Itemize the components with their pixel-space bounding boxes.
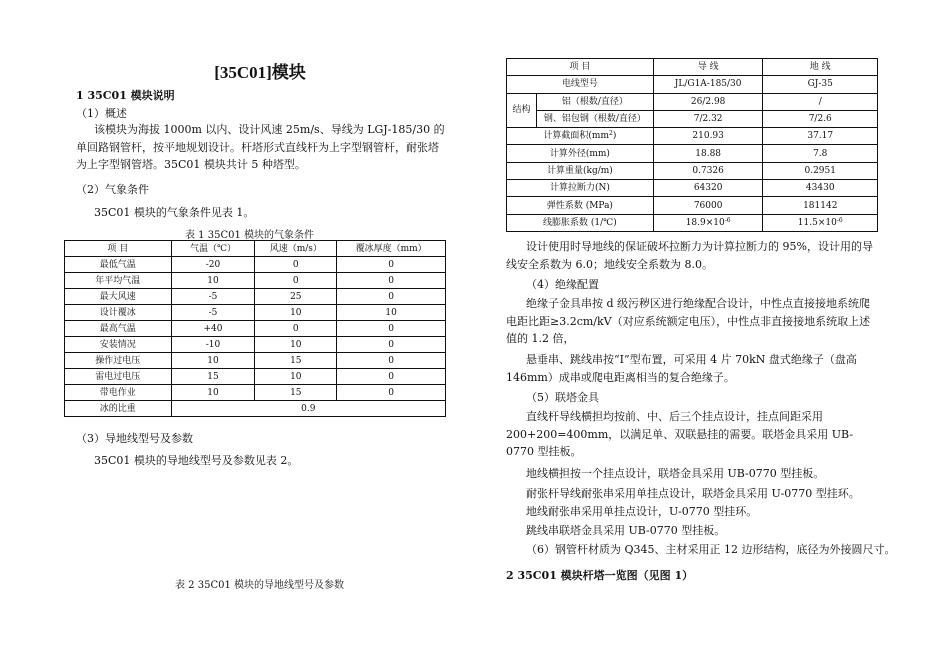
weather-table xyxy=(64,240,446,417)
table-row xyxy=(65,305,446,321)
area-label-sup: 2 xyxy=(609,130,613,138)
table-cell: -5 xyxy=(171,305,255,321)
area-label-close: ) xyxy=(612,131,617,142)
subsection-overview-heading: （1）概述 xyxy=(76,107,127,120)
table-row xyxy=(507,93,878,110)
table-cell: 年平均气温 xyxy=(65,273,172,289)
overview-paragraph: 该模块为海拔 1000m 以内、设计风速 25m/s、导线为 LGJ-185/30 的单回路钢管杆，按平地规划设计。杆塔形式直线杆为上字型钢管杆，耐张塔为上字型钢管塔。35C01 模块共计 5 种塔型。 xyxy=(76,123,445,171)
table-cell: 10 xyxy=(337,305,446,321)
table-cell: 操作过电压 xyxy=(65,353,172,369)
table-cell: 181142 xyxy=(763,197,878,214)
table-cell: 15 xyxy=(255,385,337,401)
table-cell xyxy=(653,214,763,231)
table-cell: 0 xyxy=(337,337,446,353)
table-row xyxy=(65,385,446,401)
table-cell: 18.88 xyxy=(653,145,763,162)
table-header-cell: 项 目 xyxy=(507,59,654,76)
table-cell: -5 xyxy=(171,289,255,305)
fittings-paragraph-4: 地线耐张串采用单挂点设计，U-0770 型挂环。 xyxy=(526,505,758,518)
table-cell: 0 xyxy=(337,369,446,385)
table-cell: 0 xyxy=(337,273,446,289)
table-cell: 钢、铝包钢（根数/直径） xyxy=(536,110,653,127)
page-title: [35C01]模块 xyxy=(214,63,306,82)
table-cell: 10 xyxy=(171,385,255,401)
table2-caption: 表 2 35C01 模块的导地线型号及参数 xyxy=(175,580,344,591)
table-cell: 0.9 xyxy=(171,401,445,417)
table-cell: 0 xyxy=(255,321,337,337)
table1-caption: 表 1 35C01 模块的气象条件 xyxy=(185,230,314,241)
table-header-row xyxy=(507,59,878,76)
table-cell: 7.8 xyxy=(763,145,878,162)
section-2-heading: 2 35C01 模块杆塔一览图（见图 1） xyxy=(506,569,694,582)
table-header-cell: 项 目 xyxy=(65,241,172,257)
table-row xyxy=(507,128,878,145)
table-header-cell: 地 线 xyxy=(763,59,878,76)
table-cell: 计算外径(mm) xyxy=(507,145,654,162)
table-cell: 铝（根数/直径） xyxy=(536,93,653,110)
table-row xyxy=(507,110,878,127)
table-cell: 10 xyxy=(255,369,337,385)
area-label: 计算截面积(mm xyxy=(543,131,610,142)
table-cell: 37.17 xyxy=(763,128,878,145)
table-cell: 0 xyxy=(337,289,446,305)
table-row xyxy=(65,257,446,273)
table-cell: 26/2.98 xyxy=(653,93,763,110)
table-row xyxy=(507,180,878,197)
table-row xyxy=(507,214,878,231)
table-row xyxy=(65,401,446,417)
table-cell: 0 xyxy=(337,257,446,273)
table-cell: 25 xyxy=(255,289,337,305)
table-row xyxy=(507,76,878,93)
table-cell: 15 xyxy=(255,353,337,369)
insulation-paragraph-1: 绝缘子金具串按 d 级污秽区进行绝缘配合设计，中性点直接接地系统爬电距比距≥3.2cm/kV（对应系统额定电压），中性点非直接接地系统取上述值的 1.2 倍， xyxy=(506,297,871,345)
table-cell: +40 xyxy=(171,321,255,337)
table-cell: 最高气温 xyxy=(65,321,172,337)
table-cell: -20 xyxy=(171,257,255,273)
table-cell: 15 xyxy=(171,369,255,385)
fittings-paragraph-1: 直线杆导线横担均按前、中、后三个挂点设计，挂点间距采用 200+200=400mm，以满足单、双联悬挂的需要。联塔金具采用 UB-0770 型挂板。 xyxy=(506,410,854,458)
table-cell xyxy=(763,214,878,231)
table-cell: 安装情况 xyxy=(65,337,172,353)
table-cell: 计算重量(kg/m) xyxy=(507,162,654,179)
fittings-paragraph-5: 跳线串联塔金具采用 UB-0770 型挂板。 xyxy=(526,524,726,537)
wire-parameter-table xyxy=(506,58,878,232)
table-cell: 雷电过电压 xyxy=(65,369,172,385)
table-cell: 43430 xyxy=(763,180,878,197)
table-row xyxy=(65,273,446,289)
table-cell: 0 xyxy=(337,385,446,401)
exp-conductor-sup: -6 xyxy=(724,216,731,224)
table-row xyxy=(65,289,446,305)
table-cell: 0 xyxy=(255,257,337,273)
weather-paragraph: 35C01 模块的气象条件见表 1。 xyxy=(94,206,255,219)
table-cell: 电线型号 xyxy=(507,76,654,93)
table-header-cell: 覆冰厚度（mm） xyxy=(337,241,446,257)
table-header-cell: 气温（℃） xyxy=(171,241,255,257)
table-cell: 线膨胀系数 (1/℃) xyxy=(507,214,654,231)
table-row xyxy=(507,145,878,162)
table-cell: -10 xyxy=(171,337,255,353)
table-row xyxy=(507,197,878,214)
exp-ground-sup: -6 xyxy=(836,216,843,224)
table-cell: / xyxy=(763,93,878,110)
table-cell: 设计覆冰 xyxy=(65,305,172,321)
table-row xyxy=(65,353,446,369)
table-row xyxy=(65,337,446,353)
table-header-cell: 风速（m/s） xyxy=(255,241,337,257)
table-row xyxy=(65,321,446,337)
exp-ground: 11.5×10 xyxy=(797,217,837,228)
table-cell: 210.93 xyxy=(653,128,763,145)
subsection-weather-heading: （2）气象条件 xyxy=(76,183,149,196)
subsection-wire-heading: （3）导地线型号及参数 xyxy=(76,432,193,445)
table-cell: 10 xyxy=(255,305,337,321)
table-cell: 结构 xyxy=(507,93,537,128)
table-cell: 弹性系数 (MPa) xyxy=(507,197,654,214)
wire-paragraph: 35C01 模块的导地线型号及参数见表 2。 xyxy=(94,454,299,467)
table-cell: JL/G1A-185/30 xyxy=(653,76,763,93)
table-row xyxy=(65,369,446,385)
safety-factor-paragraph: 设计使用时导地线的保证破坏拉断力为计算拉断力的 95%，设计用的导线安全系数为 6.0；地线安全系数为 8.0。 xyxy=(506,240,873,271)
table-cell: 0.7326 xyxy=(653,162,763,179)
table-cell: 计算拉断力(N) xyxy=(507,180,654,197)
subsection-fittings-heading: （5）联塔金具 xyxy=(526,391,599,404)
table-row xyxy=(507,162,878,179)
table-header-cell: 导 线 xyxy=(653,59,763,76)
table-cell: 76000 xyxy=(653,197,763,214)
section-1-heading: 1 35C01 模块说明 xyxy=(76,89,175,102)
insulation-paragraph-2: 悬垂串、跳线串按“I”型布置，可采用 4 片 70kN 盘式绝缘子（盘高 146mm）成串或爬电距离相当的复合绝缘子。 xyxy=(506,353,857,384)
table-cell: 0 xyxy=(337,321,446,337)
table-cell: 64320 xyxy=(653,180,763,197)
table-cell: 7/2.32 xyxy=(653,110,763,127)
fittings-paragraph-3: 耐张杆导线耐张串采用单挂点设计，联塔金具采用 U-0770 型挂环。 xyxy=(526,487,860,500)
subsection-steel-pole-text: （6）钢管杆材质为 Q345、主材采用正 12 边形结构，底径为外接圆尺寸。 xyxy=(526,543,896,556)
table-cell: 冰的比重 xyxy=(65,401,172,417)
table-cell: 7/2.6 xyxy=(763,110,878,127)
table-cell: 10 xyxy=(171,273,255,289)
table-cell: 0.2951 xyxy=(763,162,878,179)
table-cell xyxy=(507,128,654,145)
table-cell: 最大风速 xyxy=(65,289,172,305)
table-cell: 带电作业 xyxy=(65,385,172,401)
table-cell: 10 xyxy=(255,337,337,353)
fittings-paragraph-2: 地线横担按一个挂点设计，联塔金具采用 UB-0770 型挂板。 xyxy=(526,467,825,480)
table-cell: 0 xyxy=(255,273,337,289)
table-cell: GJ-35 xyxy=(763,76,878,93)
table-cell: 最低气温 xyxy=(65,257,172,273)
subsection-insulation-heading: （4）绝缘配置 xyxy=(526,278,599,291)
table-header-row xyxy=(65,241,446,257)
table-cell: 10 xyxy=(171,353,255,369)
exp-conductor: 18.9×10 xyxy=(685,217,725,228)
table-cell: 0 xyxy=(337,353,446,369)
